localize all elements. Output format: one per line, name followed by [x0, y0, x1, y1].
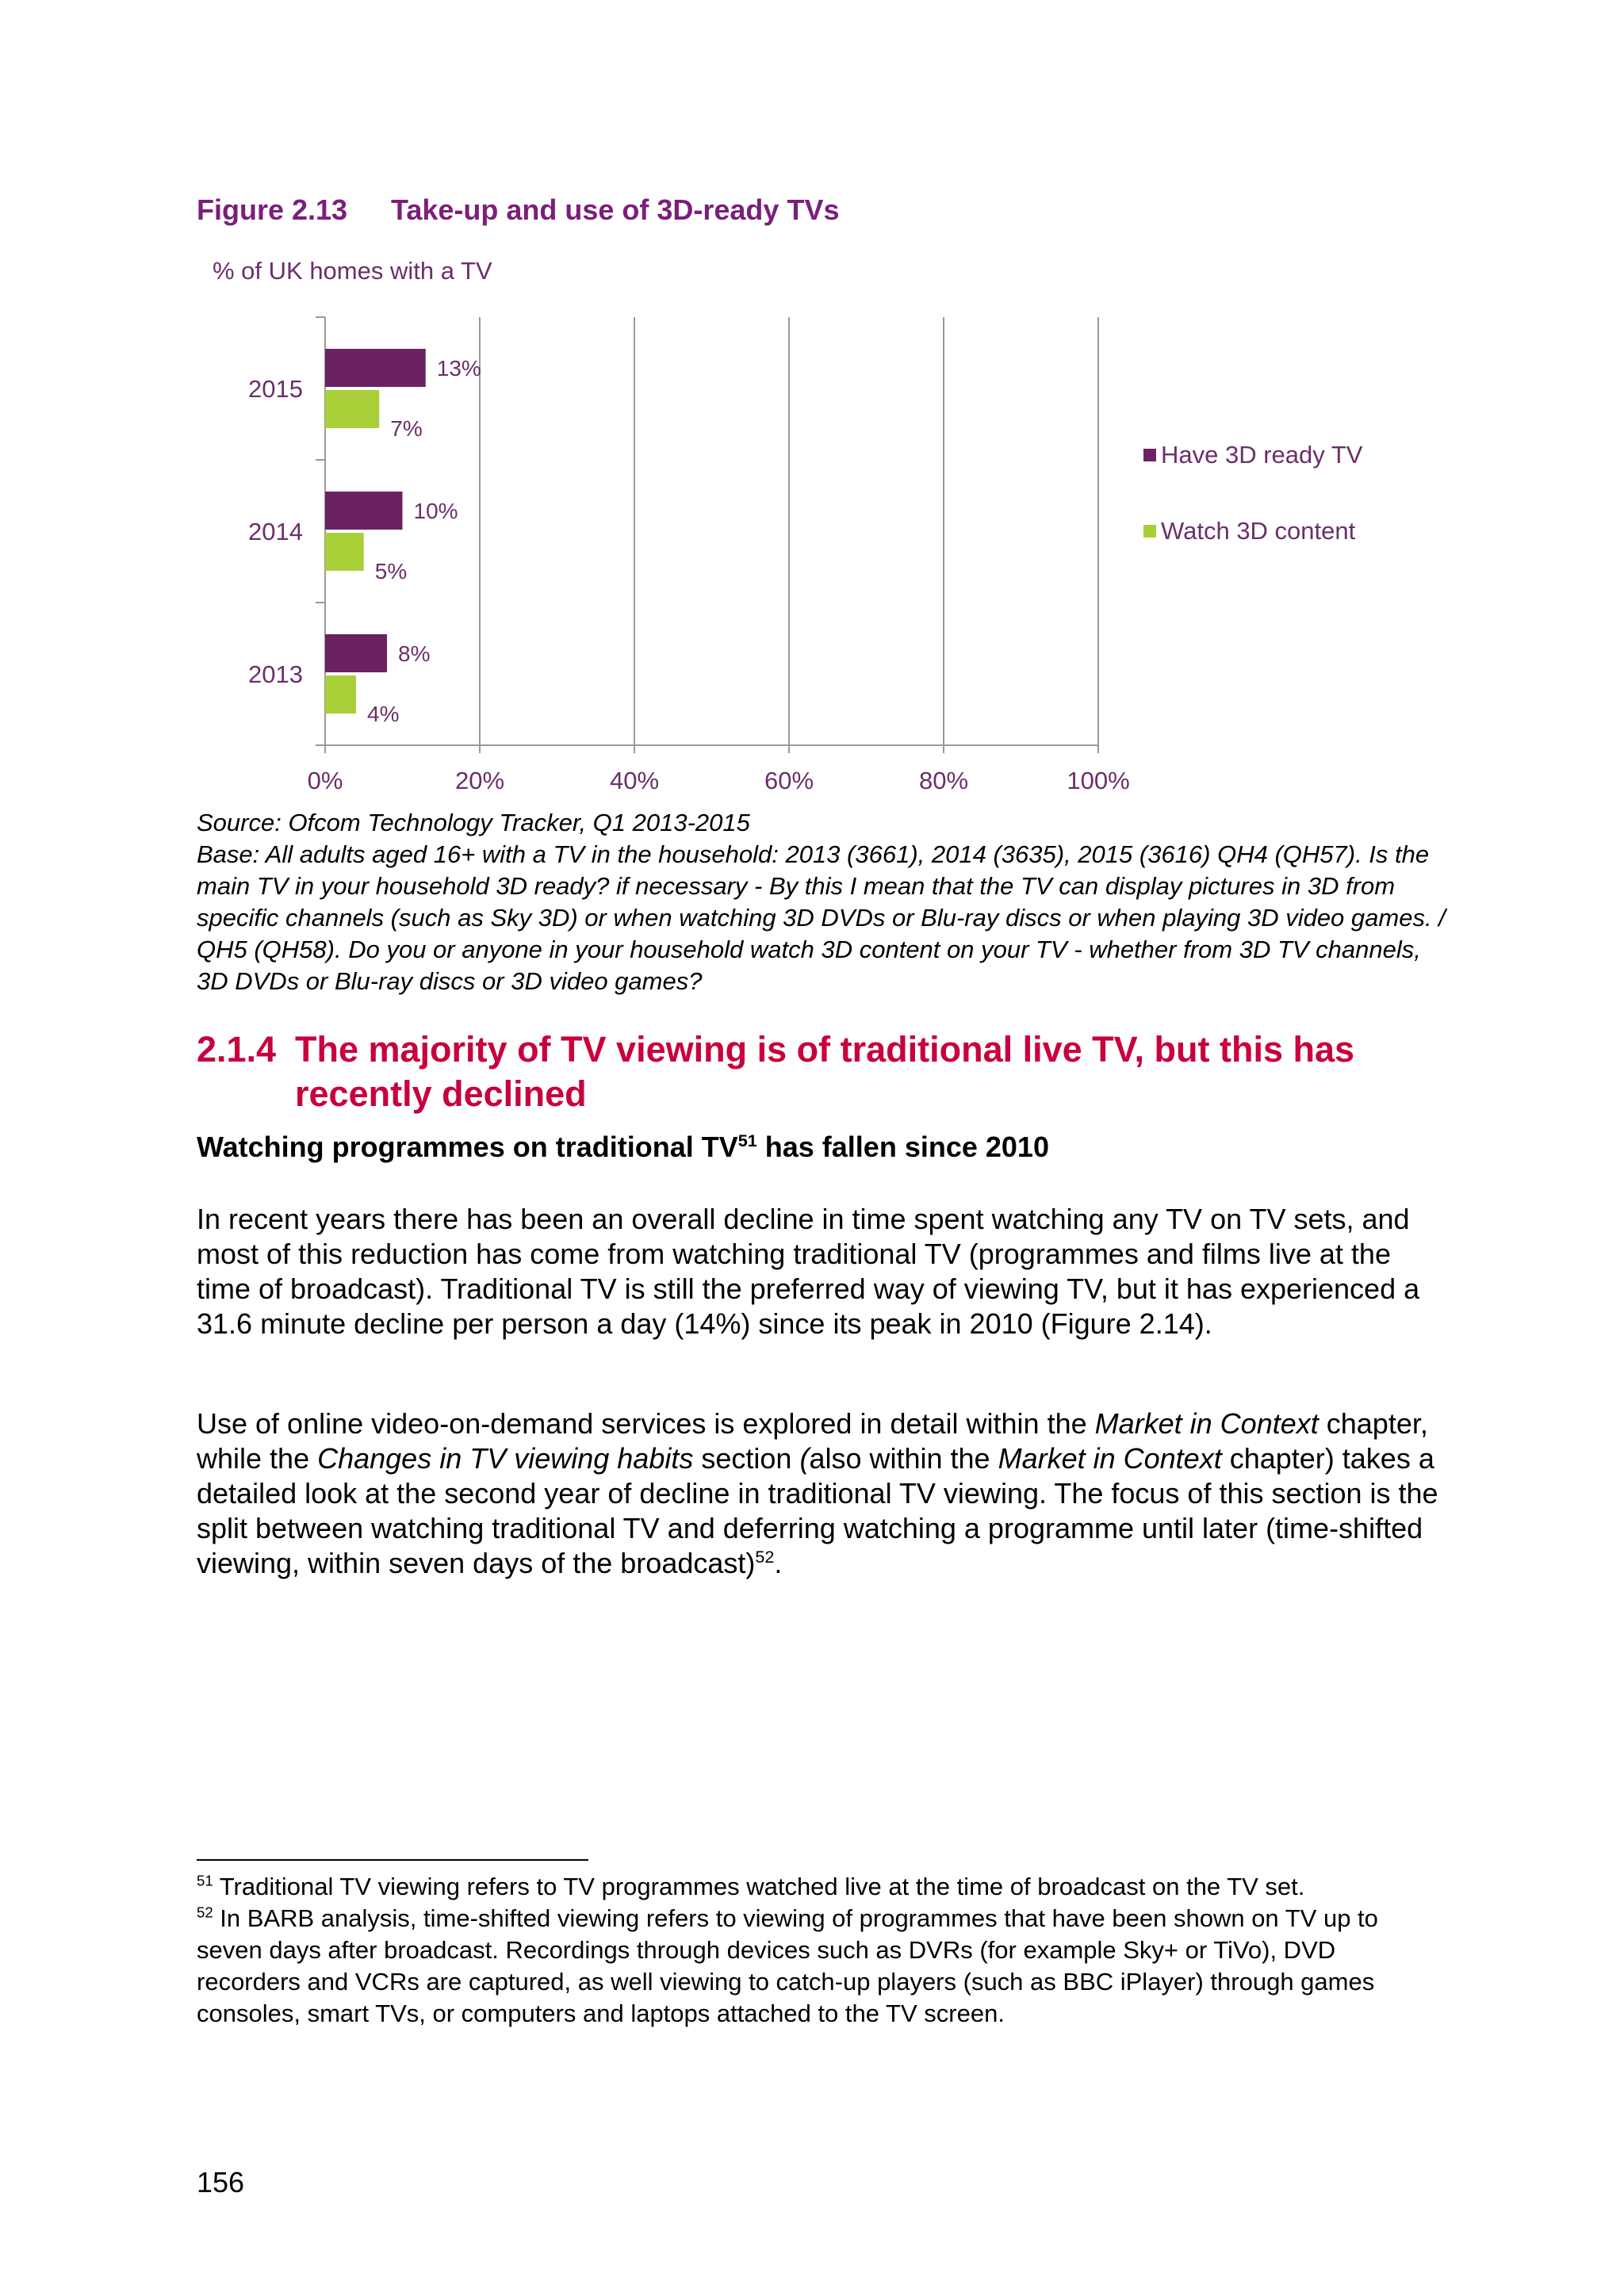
italic-ref-market-in-context-2: Market in Context — [998, 1442, 1222, 1475]
footnotes — [197, 1871, 1418, 2030]
footnote-text: Traditional TV viewing refers to TV programmes watched live at the time of broadcast on the TV set. — [213, 1873, 1305, 1900]
data-label: 7% — [390, 416, 423, 441]
x-tick-label: 60% — [764, 767, 814, 794]
bar-watch-3d-content — [325, 390, 379, 428]
legend-swatch — [1143, 525, 1156, 538]
data-label: 4% — [367, 702, 400, 726]
footnote-marker: 52 — [197, 1904, 213, 1921]
footnote-51 — [197, 1871, 1418, 1903]
subheading — [197, 1131, 1049, 1164]
y-category-label: 2015 — [248, 375, 303, 403]
page-number: 156 — [197, 2166, 245, 2198]
body-paragraph-2 — [197, 1406, 1450, 1581]
para-text: also within the — [809, 1442, 998, 1475]
footnote-ref-51[interactable]: 51 — [737, 1131, 757, 1150]
chart-container — [0, 0, 1624, 801]
bar-have-3d-ready-tv — [325, 492, 403, 530]
bar-watch-3d-content — [325, 675, 356, 714]
legend-label: Watch 3D content — [1161, 517, 1356, 545]
base-line: Base: All adults aged 16+ with a TV in the household: 2013 (3661), 2014 (3635), 2015 (3616) QH4 (QH57). Is the main TV in your household 3D ready? if necessary - By this I mean that the TV can display pictures in 3D from specific channels (such as Sky 3D) or when watching 3D DVDs or Blu-ray discs or when playing 3D video games. / QH5 (QH58). Do you or anyone in your household watch 3D content on your TV - whether from 3D TV channels, 3D DVDs or Blu-ray discs or 3D video games? — [197, 840, 1446, 995]
subheading-text-end: has fallen since 2010 — [756, 1131, 1049, 1163]
footnote-divider — [197, 1859, 588, 1861]
legend-label: Have 3D ready TV — [1161, 441, 1363, 469]
section-number: 2.1.4 — [197, 1029, 277, 1070]
body-paragraph-1: In recent years there has been an overall decline in time spent watching any TV on TV sets, and most of this reduction has come from watching traditional TV (programmes and films live at the time of broadcast). Traditional TV is still the preferred way of viewing TV, but it has experienced a 31.6 minute decline per person a day (14%) since its peak in 2010 (Figure 2.14). — [197, 1203, 1420, 1340]
bar-watch-3d-content — [325, 533, 364, 571]
x-tick-label: 100% — [1067, 767, 1130, 794]
y-category-label: 2013 — [248, 660, 303, 688]
x-tick-label: 0% — [307, 767, 343, 794]
data-label: 13% — [436, 356, 481, 381]
para-text: section — [693, 1442, 800, 1475]
bar-have-3d-ready-tv — [325, 349, 426, 387]
footnote-ref-52[interactable]: 52 — [755, 1547, 775, 1567]
footnote-text: In BARB analysis, time-shifted viewing refers to viewing of programmes that have been shown on TV up to seven days after broadcast. Recordings through devices such as DVRs (for example Sky+ or TiVo), DVD recorders and VCRs are captured, as well viewing to catch-up players (such as BBC iPlayer) through games consoles, smart TVs, or computers and laptops attached to the TV screen. — [197, 1904, 1378, 2027]
para-text: . — [774, 1547, 783, 1579]
italic-paren: ( — [799, 1442, 810, 1475]
x-tick-label: 20% — [454, 767, 505, 794]
data-label: 8% — [398, 641, 431, 666]
y-axis-label: % of UK homes with a TV — [213, 257, 492, 285]
figure-title-text: Take-up and use of 3D-ready TVs — [391, 193, 840, 226]
x-tick-label: 80% — [918, 767, 969, 794]
source-line: Source: Ofcom Technology Tracker, Q1 2013-2015 — [197, 809, 750, 836]
para-text: chapter, while the — [197, 1407, 1428, 1475]
legend-swatch — [1143, 449, 1156, 461]
para-text: Use of online video-on-demand services is explored in detail within the — [197, 1407, 1095, 1440]
x-tick-label: 40% — [609, 767, 660, 794]
italic-ref-market-in-context: Market in Context — [1094, 1407, 1319, 1440]
section-title: The majority of TV viewing is of traditional live TV, but this has recently declined — [295, 1029, 1355, 1114]
bar-chart — [0, 0, 1624, 801]
footnote-52 — [197, 1903, 1418, 2030]
data-label: 10% — [413, 499, 458, 523]
para-text: chapter) takes a detailed look at the second year of decline in traditional TV viewing. The focus of this section is the split between watching traditional TV and deferring watching a programme until later (time-shifted viewing, within seven days of the broadcast) — [197, 1442, 1438, 1579]
subheading-text: Watching programmes on traditional TV — [197, 1131, 738, 1163]
bar-have-3d-ready-tv — [325, 634, 387, 672]
footnote-marker: 51 — [197, 1872, 213, 1889]
figure-number: Figure 2.13 — [197, 193, 348, 226]
section-heading — [197, 1027, 1450, 1116]
chart-source-notes — [197, 807, 1450, 997]
data-label: 5% — [374, 559, 408, 584]
italic-ref-changes-in-tv-viewing: Changes in TV viewing habits — [317, 1442, 694, 1475]
y-category-label: 2014 — [248, 518, 303, 545]
